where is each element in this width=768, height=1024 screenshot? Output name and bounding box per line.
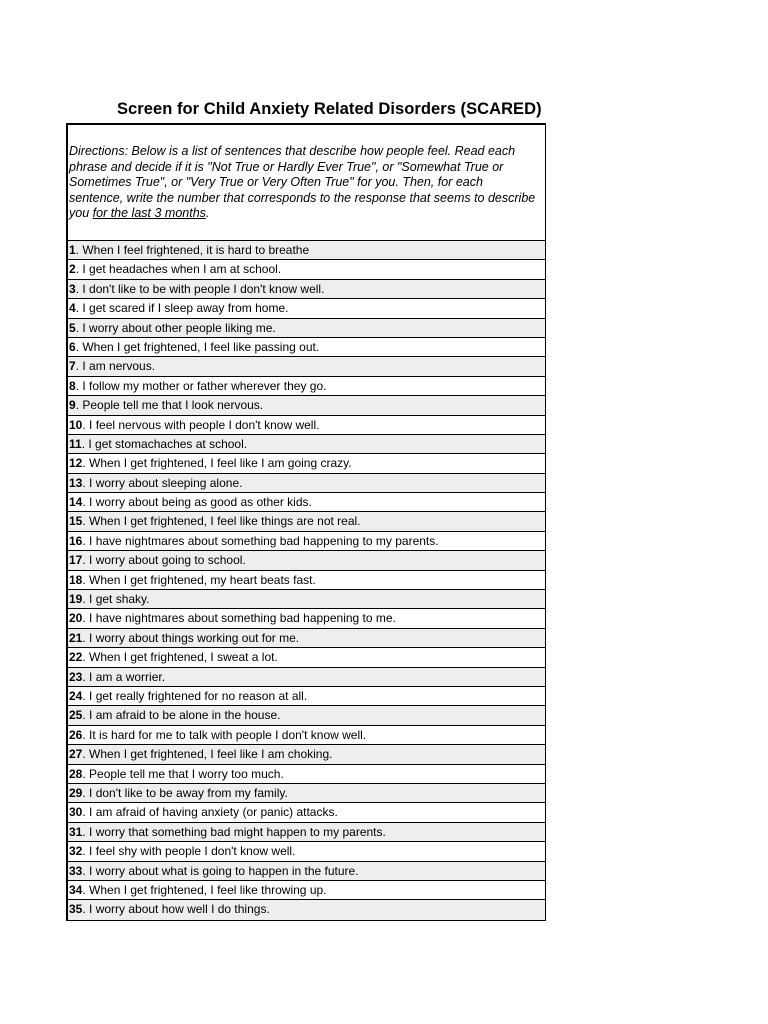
question-number: 4 — [69, 301, 76, 316]
question-row — [68, 823, 545, 842]
question-list — [68, 241, 545, 920]
question-number: 14 — [69, 495, 83, 510]
question-text: . I don't like to be with people I don't know well. — [75, 281, 325, 296]
question-text: . I get shaky. — [82, 592, 150, 607]
question-row — [68, 842, 545, 861]
question-text: . I get stomachaches at school. — [81, 436, 248, 451]
question-row — [68, 648, 545, 667]
question-text: . People tell me that I worry too much. — [82, 766, 284, 781]
question-number: 28 — [69, 766, 83, 781]
question-number: 7 — [69, 359, 76, 374]
question-row — [68, 571, 545, 590]
question-row — [68, 706, 545, 725]
directions-text — [68, 125, 545, 241]
question-text: . I am a worrier. — [82, 669, 166, 684]
question-number: 24 — [69, 688, 83, 703]
question-number: 26 — [69, 727, 83, 742]
question-text: . I get headaches when I am at school. — [75, 262, 282, 277]
question-row — [68, 784, 545, 803]
directions-intro: Directions: Below is a list of sentences that describe how people feel. Read each phrase and decide if it is "Not True or Hardly Ever True", or "Somewhat True or Sometimes True", or "Very True or Very Often True" for you. Then, for each sentence, write the number that corresponds to the response that seems to describe you — [69, 144, 536, 221]
question-text: . People tell me that I look nervous. — [75, 398, 264, 413]
question-row — [68, 765, 545, 784]
question-number: 19 — [69, 592, 83, 607]
question-text: . I follow my mother or father wherever they go. — [75, 378, 327, 393]
question-text: . When I get frightened, I feel like things are not real. — [82, 514, 361, 529]
question-row — [68, 454, 545, 473]
directions-end: . — [205, 206, 210, 221]
question-text: . I worry that something bad might happen to my parents. — [82, 824, 386, 839]
question-number: 5 — [69, 320, 76, 335]
question-row — [68, 377, 545, 396]
question-row — [68, 551, 545, 570]
directions-timeframe: for the last 3 months — [92, 206, 206, 221]
question-text: . I am afraid of having anxiety (or panic) attacks. — [82, 805, 338, 820]
questionnaire-form — [66, 123, 546, 921]
question-row — [68, 609, 545, 628]
question-row — [68, 260, 545, 279]
question-text: . I am nervous. — [75, 359, 156, 374]
question-text: . When I get frightened, I feel like passing out. — [75, 339, 320, 354]
question-text: . I don't like to be away from my family. — [82, 785, 288, 800]
question-row — [68, 416, 545, 435]
question-number: 21 — [69, 630, 83, 645]
question-row — [68, 474, 545, 493]
question-text: . I have nightmares about something bad happening to me. — [82, 611, 396, 626]
question-row — [68, 357, 545, 376]
question-text: . I worry about sleeping alone. — [82, 475, 243, 490]
question-number: 1 — [69, 243, 76, 257]
question-number: 22 — [69, 650, 83, 665]
question-number: 12 — [69, 456, 83, 471]
question-row — [68, 299, 545, 318]
question-text: . When I get frightened, I feel like I am choking. — [82, 747, 333, 762]
question-row — [68, 862, 545, 881]
question-number: 9 — [69, 398, 76, 413]
question-number: 8 — [69, 378, 76, 393]
question-number: 27 — [69, 747, 83, 762]
question-row — [68, 803, 545, 822]
question-number: 15 — [69, 514, 83, 529]
question-row — [68, 726, 545, 745]
question-number: 32 — [69, 844, 83, 859]
question-number: 6 — [69, 339, 76, 354]
question-text: . I get scared if I sleep away from home. — [75, 301, 289, 316]
question-number: 35 — [69, 902, 83, 917]
question-number: 31 — [69, 824, 83, 839]
question-text: . When I get frightened, I feel like throwing up. — [82, 882, 327, 897]
question-number: 16 — [69, 533, 83, 548]
question-row — [68, 881, 545, 900]
title-container — [0, 97, 547, 121]
question-text: . When I feel frightened, it is hard to breathe — [75, 243, 310, 257]
question-number: 13 — [69, 475, 83, 490]
question-text: . When I get frightened, I feel like I am going crazy. — [82, 456, 352, 471]
question-row — [68, 900, 545, 919]
question-number: 10 — [69, 417, 83, 432]
question-number: 25 — [69, 708, 83, 723]
question-text: . When I get frightened, my heart beats fast. — [82, 572, 316, 587]
question-text: . It is hard for me to talk with people I don't know well. — [82, 727, 367, 742]
question-row — [68, 241, 545, 260]
question-number: 18 — [69, 572, 83, 587]
question-number: 2 — [69, 262, 76, 277]
question-row — [68, 280, 545, 299]
question-row — [68, 590, 545, 609]
question-number: 23 — [69, 669, 83, 684]
question-text: . I worry about what is going to happen in the future. — [82, 863, 359, 878]
question-number: 30 — [69, 805, 83, 820]
question-row — [68, 629, 545, 648]
question-row — [68, 319, 545, 338]
question-row — [68, 745, 545, 764]
question-row — [68, 512, 545, 531]
question-text: . I worry about how well I do things. — [82, 902, 270, 917]
question-text: . I worry about being as good as other kids. — [82, 495, 312, 510]
question-row — [68, 338, 545, 357]
question-number: 11 — [69, 436, 82, 451]
question-row — [68, 435, 545, 454]
question-text: . I am afraid to be alone in the house. — [82, 708, 281, 723]
question-text: . I worry about other people liking me. — [75, 320, 276, 335]
question-text: . When I get frightened, I sweat a lot. — [82, 650, 278, 665]
question-number: 29 — [69, 785, 83, 800]
question-number: 34 — [69, 882, 83, 897]
question-row — [68, 532, 545, 551]
question-row — [68, 687, 545, 706]
question-text: . I feel nervous with people I don't know well. — [82, 417, 320, 432]
question-text: . I worry about going to school. — [82, 553, 246, 568]
question-row — [68, 668, 545, 687]
page-title: Screen for Child Anxiety Related Disorders (SCARED) — [117, 100, 542, 118]
question-number: 17 — [69, 553, 83, 568]
question-number: 3 — [69, 281, 76, 296]
question-text: . I feel shy with people I don't know well. — [82, 844, 296, 859]
question-number: 20 — [69, 611, 83, 626]
question-text: . I worry about things working out for me. — [82, 630, 300, 645]
question-text: . I have nightmares about something bad happening to my parents. — [82, 533, 439, 548]
question-number: 33 — [69, 863, 83, 878]
question-text: . I get really frightened for no reason at all. — [82, 688, 308, 703]
question-row — [68, 396, 545, 415]
question-row — [68, 493, 545, 512]
